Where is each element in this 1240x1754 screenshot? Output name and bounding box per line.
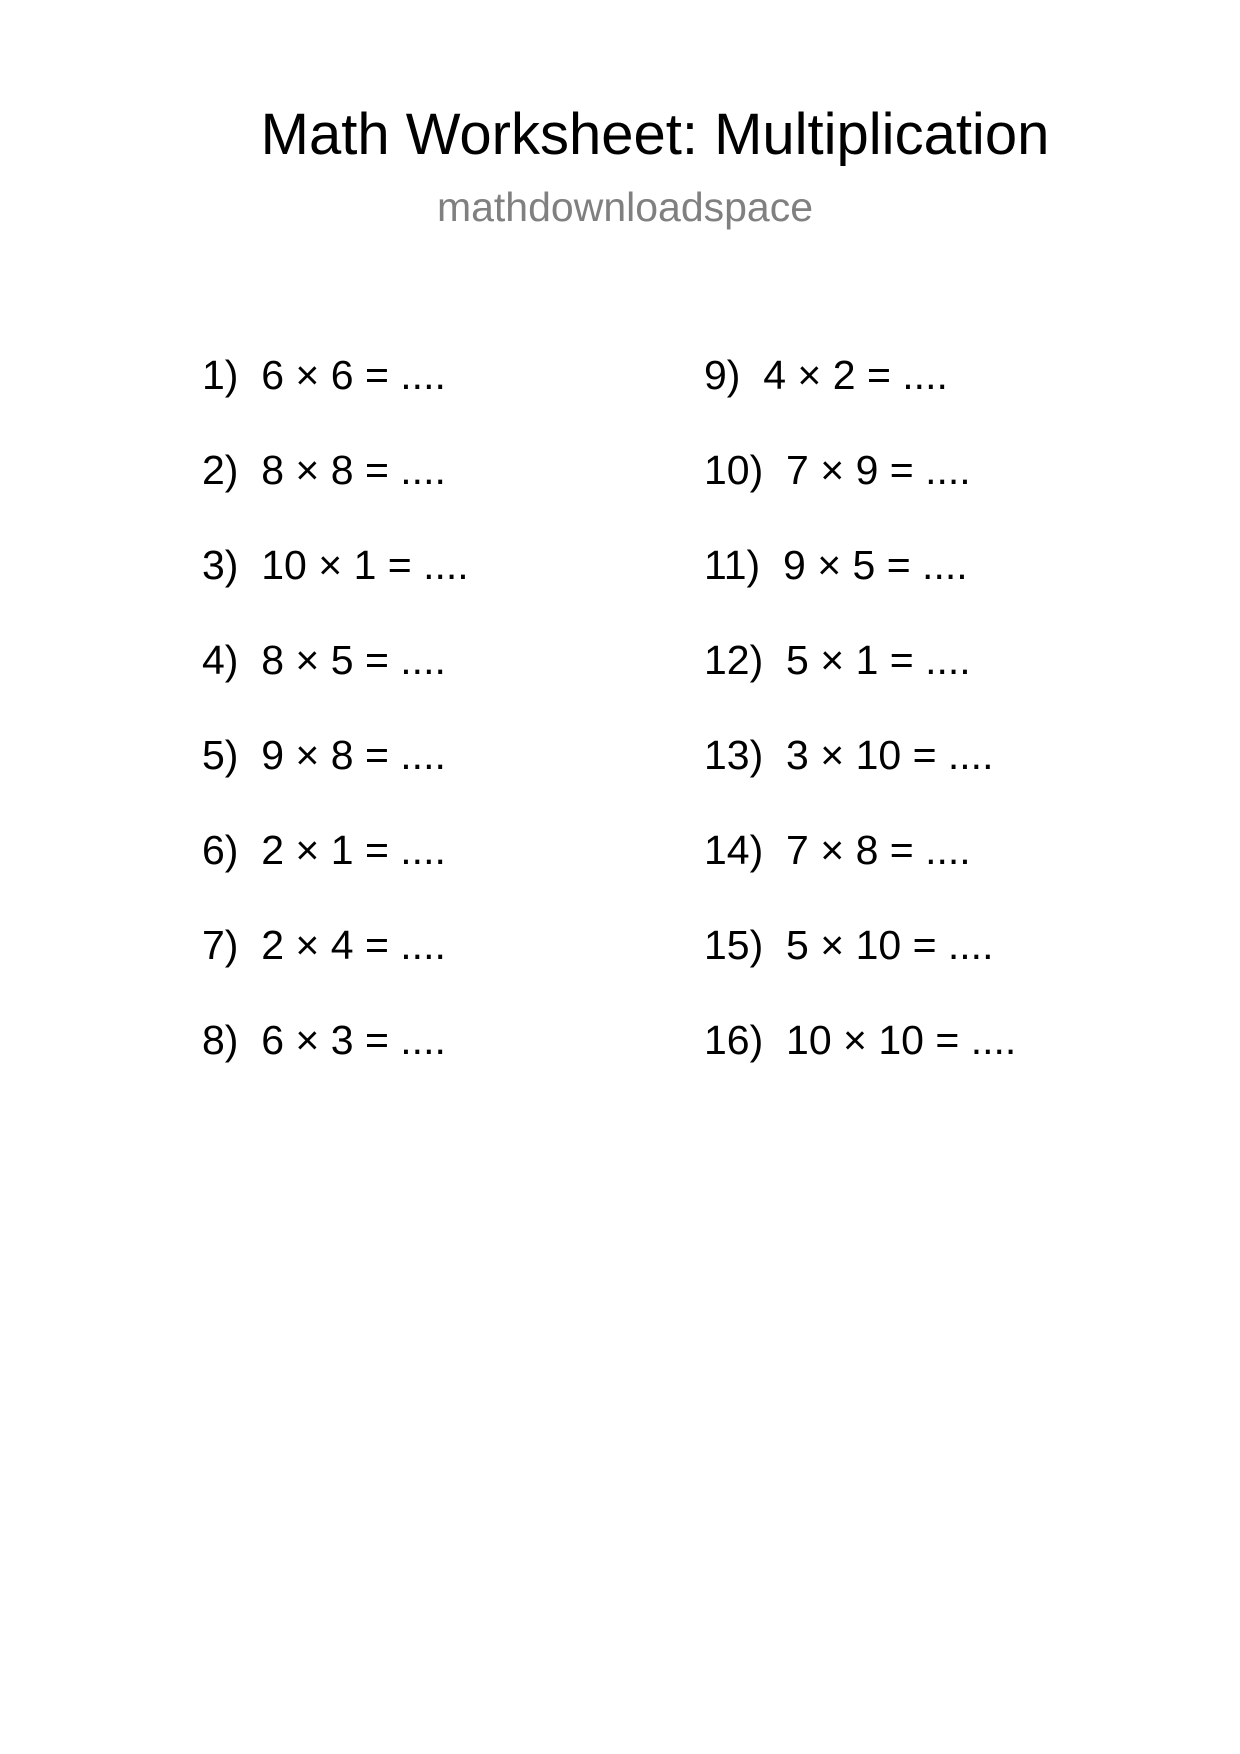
problem-15: 15) 5 × 10 = .... — [704, 922, 994, 968]
problem-13: 13) 3 × 10 = .... — [704, 732, 994, 778]
problem-8: 8) 6 × 3 = .... — [202, 1017, 446, 1063]
problem-9: 9) 4 × 2 = .... — [704, 352, 948, 398]
problem-14: 14) 7 × 8 = .... — [704, 827, 971, 873]
problem-2: 2) 8 × 8 = .... — [202, 447, 446, 493]
problem-10: 10) 7 × 9 = .... — [704, 447, 971, 493]
problem-16: 16) 10 × 10 = .... — [704, 1017, 1017, 1063]
problem-column-right — [704, 350, 1016, 1110]
problem-5: 5) 9 × 8 = .... — [202, 732, 446, 778]
problem-6: 6) 2 × 1 = .... — [202, 827, 446, 873]
problem-4: 4) 8 × 5 = .... — [202, 637, 446, 683]
worksheet-title: Math Worksheet: Multiplication — [260, 102, 1050, 167]
worksheet-subtitle: mathdownloadspace — [436, 184, 814, 230]
problem-column-left — [202, 350, 469, 1110]
problem-1: 1) 6 × 6 = .... — [202, 352, 446, 398]
problem-7: 7) 2 × 4 = .... — [202, 922, 446, 968]
problem-12: 12) 5 × 1 = .... — [704, 637, 971, 683]
problem-11: 11) 9 × 5 = .... — [704, 542, 968, 588]
problem-3: 3) 10 × 1 = .... — [202, 542, 469, 588]
